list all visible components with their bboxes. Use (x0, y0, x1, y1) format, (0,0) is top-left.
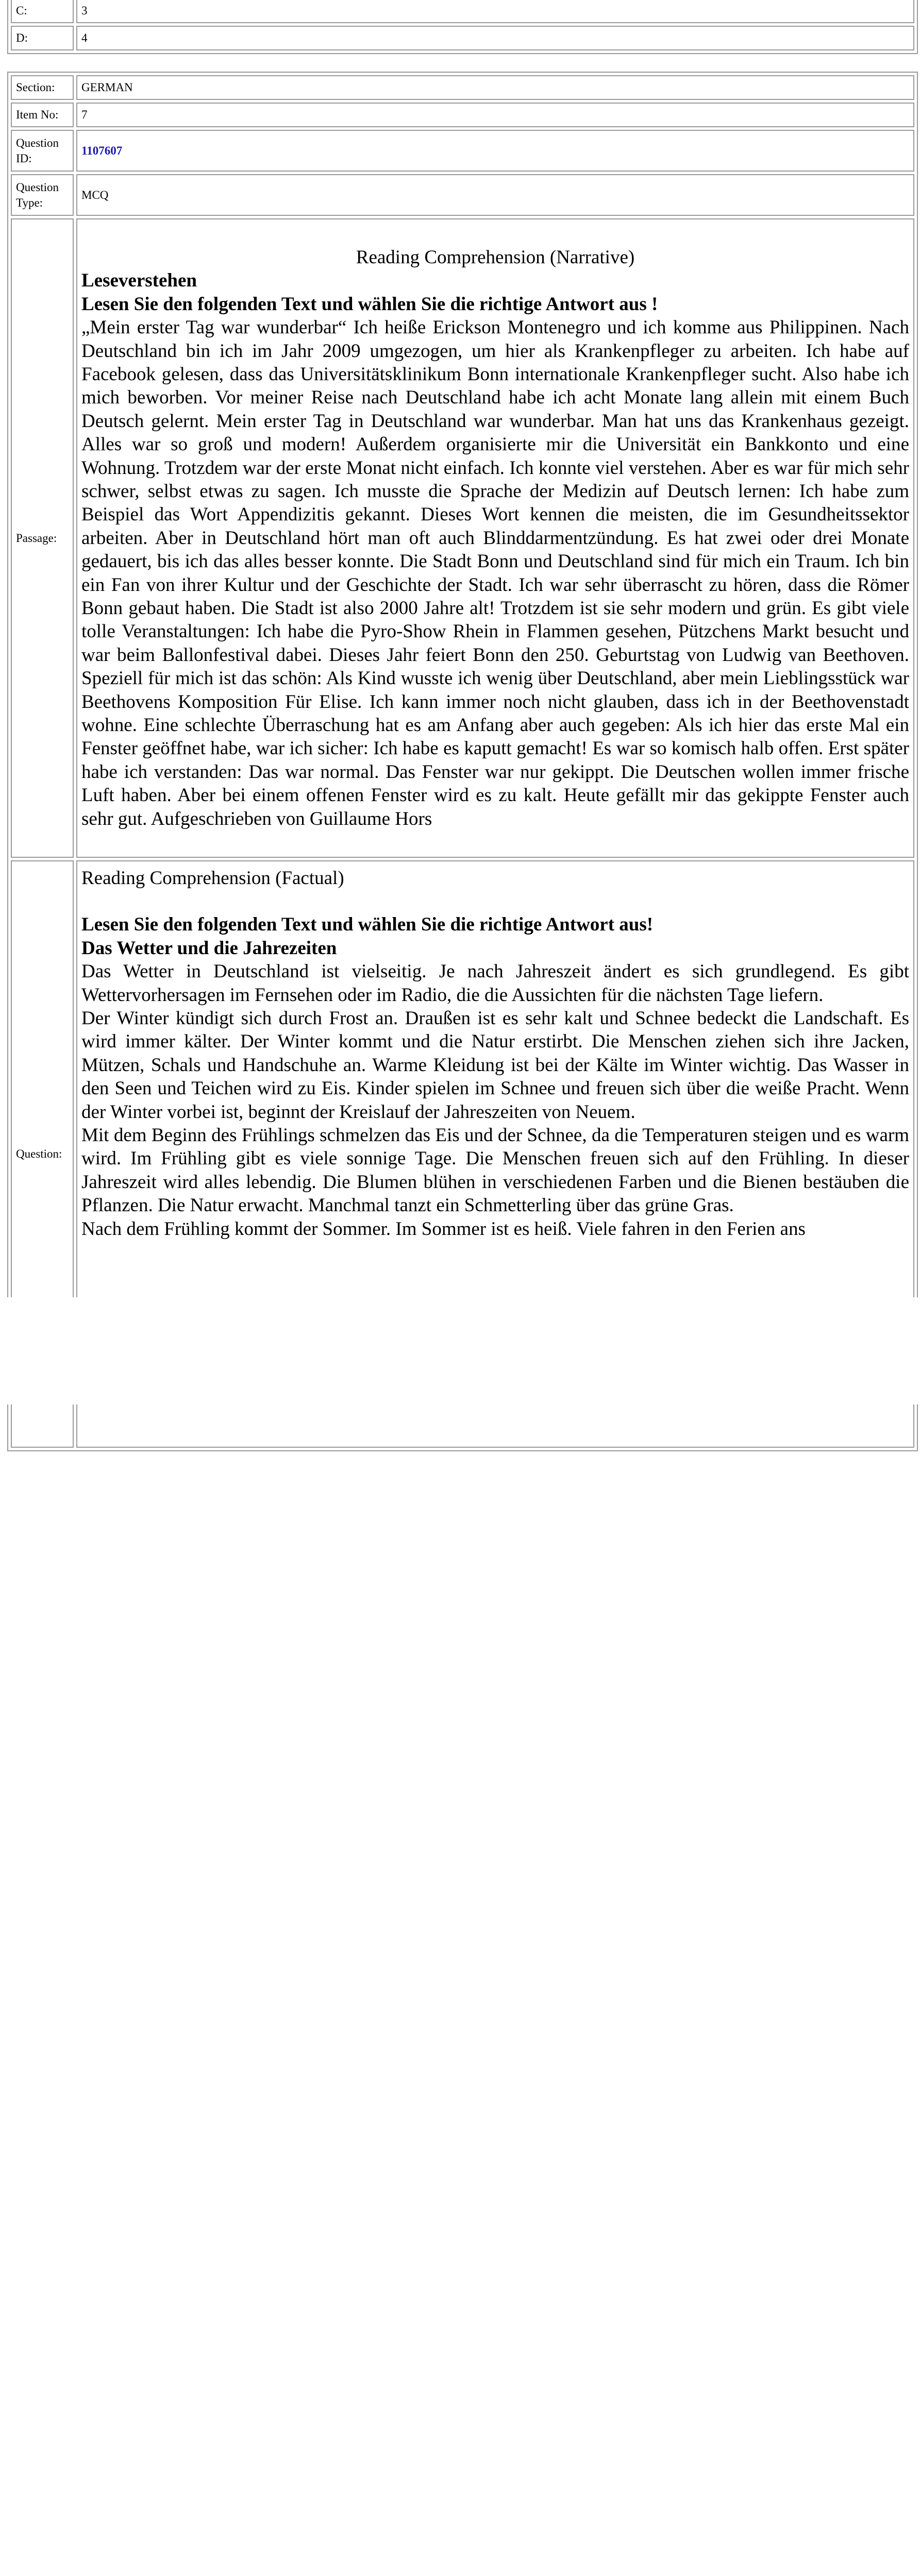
item-value: 7 (76, 103, 914, 127)
passage-content (76, 218, 914, 858)
question-id-value: 1107607 (76, 130, 914, 172)
section-value: GERMAN (76, 75, 914, 100)
question-type-value: MCQ (76, 174, 914, 216)
question-id-row (11, 130, 914, 172)
blank-line (81, 890, 909, 913)
question-label: Question: (11, 860, 74, 1448)
passage-instruction: Lesen Sie den folgenden Text und wählen Sie die richtige Antwort aus ! (81, 293, 658, 315)
question-paragraph: Der Winter kündigt sich durch Frost an. Draußen ist es sehr kalt und Schnee bedeckt die Landschaft. Es wird immer kälter. Der Winter kommt und die Natur erstirbt. Die Menschen ziehen sich ihre Jacken, Mützen, Schals und Handschuhe an. Warme Kleidung ist bei der Kälte im Winter wichtig. Das Wasser in den Seen und Teichen wird zu Eis. Kinder spielen im Schnee und freuen sich über die weiße Pracht. Wenn der Winter vorbei ist, beginnt der Kreislauf der Jahreszeiten von Neuem. (81, 1008, 909, 1123)
item-row (11, 103, 914, 127)
passage-body: „Mein erster Tag war wunderbar“ Ich heiße Erickson Montenegro und ich komme aus Philippinen. Nach Deutschland bin ich im Jahr 2009 umgezogen, um hier als Krankenpfleger zu arbeiten. Ich habe auf Facebook gelesen, dass das Universitätsklinikum Bonn internationale Krankenpfleger sucht. Also habe ich mich beworben. Vor meiner Reise nach Deutschland habe ich acht Monate lang allein mit einem Buch Deutsch gelernt. Mein erster Tag in Deutschland war wunderbar. Man hat uns das Krankenhaus gezeigt. Alles war so groß und modern! Außerdem organisierte mir die Universität ein Bankkonto und eine Wohnung. Trotzdem war der erste Monat nicht einfach. Ich konnte viel verstehen. Aber es war für mich sehr schwer, selbst etwas zu sagen. Ich musste die Sprache der Medizin auf Deutsch lernen: Ich habe zum Beispiel das Wort Appendizitis gekannt. Dieses Wort kennen die meisten, die im Gesundheitssektor arbeiten. Aber in Deutschland hört man oft auch Blinddarmentzündung. Es hat zwei oder drei Monate gedauert, bis ich das alles besser konnte. Die Stadt Bonn und Deutschland sind für mich ein Traum. Ich bin ein Fan von ihrer Kultur und der Geschichte der Stadt. Ich war sehr überrascht zu hören, dass die Römer Bonn gebaut haben. Die Stadt ist also 2000 Jahre alt! Trotzdem ist sie sehr modern und grün. Es gibt viele tolle Veranstaltungen: Ich habe die Pyro-Show Rhein in Flammen gesehen, Pützchens Markt besucht und war beim Ballonfestival dabei. Dieses Jahr feiert Bonn den 250. Geburtstag von Ludwig van Beethoven. Speziell für mich ist das schön: Als Kind wusste ich wenig über Deutschland, aber mein Lieblingsstück war Beethovens Komposition Für Elise. Ich kann immer noch nicht glauben, dass ich in der Beethovenstadt wohne. Eine schlechte Überraschung hat es am Anfang aber auch gegeben: Als ich hier das erste Mal ein Fenster geöffnet habe, war ich sicher: Ich habe es kaputt gemacht! Es war so komisch halb offen. Erst später habe ich verstanden: Das war normal. Das Fenster war nur gekippt. Die Deutschen wollen immer frische Luft haben. Aber bei einem offenen Fenster wird es zu kalt. Heute gefällt mir das gekippte Fenster auch sehr gut. Aufgeschrieben von Guillaume Hors (81, 317, 909, 829)
question-paragraph: Nach dem Frühling kommt der Sommer. Im Sommer ist es heiß. Viele fahren in den Ferien ans (81, 1218, 806, 1240)
question-instruction: Lesen Sie den folgenden Text und wählen Sie die richtige Antwort aus! (81, 914, 654, 936)
passage-label: Passage: (11, 218, 74, 858)
passage-heading: Reading Comprehension (Narrative) (356, 246, 635, 268)
question-title: Das Wetter und die Jahrezeiten (81, 937, 337, 959)
question-paragraph: Mit dem Beginn des Frühlings schmelzen das Eis und der Schnee, da die Temperaturen steigen und es warm wird. Im Frühling gibt es viele sonnige Tage. Die Menschen freuen sich auf den Frühling. In dieser Jahreszeit wird alles lebendig. Die Blumen blühen in verschiedenen Farben und die Bienen bestäuben die Pflanzen. Die Natur erwacht. Manchmal tanzt ein Schmetterling über das grüne Gras. (81, 1125, 909, 1216)
option-value: 3 (76, 0, 914, 23)
question-type-row (11, 174, 914, 216)
section-row (11, 75, 914, 100)
question-id-label: Question ID: (11, 130, 74, 172)
option-label: C: (11, 0, 74, 23)
question-heading: Reading Comprehension (Factual) (81, 868, 344, 889)
option-label: D: (11, 26, 74, 50)
item-label: Item No: (11, 103, 74, 127)
question-type-label: Question Type: (11, 174, 74, 216)
page-footer-area (0, 1297, 920, 1404)
section-label: Section: (11, 75, 74, 100)
passage-title: Leseverstehen (81, 270, 197, 292)
option-row (11, 0, 914, 23)
option-value: 4 (76, 26, 914, 50)
question-table (7, 72, 918, 1451)
question-paragraph: Das Wetter in Deutschland ist vielseitig. Je nach Jahreszeit ändert es sich grundlegend. Es gibt Wettervorhersagen im Fernsehen oder im Radio, die die Aussichten für die nächsten Tage liefern. (81, 961, 909, 1006)
previous-options-table (7, 0, 918, 54)
passage-row (11, 218, 914, 858)
option-row (11, 26, 914, 50)
